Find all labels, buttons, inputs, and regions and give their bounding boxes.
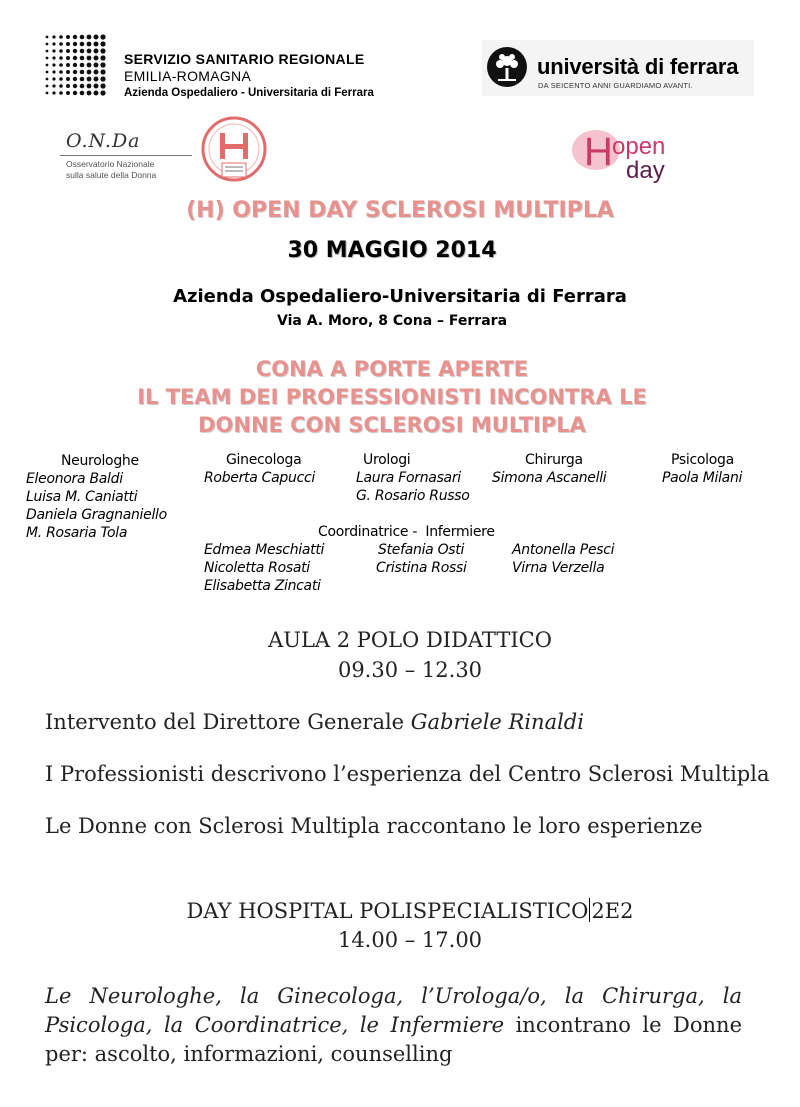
onda-divider <box>60 155 192 156</box>
team-ginecologa <box>204 451 315 487</box>
onda-subtitle-1: Osservatorio Nazionale <box>66 159 155 169</box>
team-member: Cristina Rossi <box>376 560 467 576</box>
ssr-name: SERVIZIO SANITARIO REGIONALE <box>124 51 365 67</box>
tagline-line-1: CONA A PORTE APERTE <box>255 357 529 381</box>
event-title: (H) OPEN DAY SCLEROSI MULTIPLA <box>186 198 614 223</box>
tagline-line-2: IL TEAM DEI PROFESSIONISTI INCONTRA LE <box>137 385 647 409</box>
team-coordinatrice-col1 <box>204 541 324 595</box>
unife-tree-emblem-icon <box>486 46 528 88</box>
morning-time: 09.30 – 12.30 <box>337 658 483 682</box>
team-heading: Ginecologa <box>226 452 302 468</box>
tagline <box>0 355 784 439</box>
team-member: Laura Fornasari <box>356 470 461 486</box>
onda-title: O.N.Da <box>66 130 141 152</box>
team-coordinatrice-heading: Coordinatrice - Infermiere <box>318 524 495 540</box>
ssr-logo-dots-icon <box>44 34 110 100</box>
team-member: Nicoletta Rosati <box>204 560 310 576</box>
team-heading: Chirurga <box>525 452 583 468</box>
unife-name: università di ferrara <box>537 54 739 79</box>
openday-logo-icon <box>568 120 718 184</box>
team-member: Daniela Gragnaniello <box>26 507 167 523</box>
team-neurologhe <box>26 452 167 542</box>
ssr-text-block <box>124 51 374 102</box>
afternoon-description-roles: Le Neurologhe, la Ginecologa, l’Urologa/o, la Chirurga, la Psicologa, la Coordinatrice, le Infermiere <box>45 984 742 1037</box>
ospedale-donna-logo-icon <box>194 115 274 187</box>
unife-logo <box>482 40 754 96</box>
team-psicologa <box>662 451 742 487</box>
team-member: Elisabetta Zincati <box>204 578 321 594</box>
team-member: G. Rosario Russo <box>356 488 470 504</box>
team-member: Eleonora Baldi <box>26 471 123 487</box>
hospital-name: Azienda Ospedaliero-Universitaria di Ferrara <box>173 286 627 307</box>
team-member: Simona Ascanelli <box>492 470 607 486</box>
openday-day: day <box>626 157 665 184</box>
programme-item: Le Donne con Sclerosi Multipla raccontano le loro esperienze <box>45 814 703 838</box>
team-member: Luisa M. Caniatti <box>26 489 138 505</box>
programme-item-text: Intervento del Direttore Generale <box>45 710 411 734</box>
team-coordinatrice-col2 <box>376 541 467 577</box>
onda-logo <box>60 126 192 186</box>
team-chirurga <box>492 451 606 487</box>
team-heading: Psicologa <box>671 452 734 468</box>
team-heading: Urologi <box>363 452 411 468</box>
team-urologi <box>356 451 470 505</box>
afternoon-location <box>0 898 800 923</box>
team-member: Roberta Capucci <box>204 470 315 486</box>
openday-h: H <box>584 130 613 174</box>
afternoon-location-room: 2E2 <box>591 899 634 923</box>
afternoon-description-rest: incontrano le Donne per: ascolto, informazioni, counselling <box>45 1013 743 1066</box>
ssr-region: EMILIA-ROMAGNA <box>124 68 252 84</box>
ssr-azienda: Azienda Ospedaliero - Universitaria di Ferrara <box>124 87 374 99</box>
team-member: M. Rosaria Tola <box>26 525 128 541</box>
team-heading: Neurologhe <box>61 453 139 469</box>
tagline-line-3: DONNE CON SCLEROSI MULTIPLA <box>198 413 586 437</box>
afternoon-description <box>45 982 742 1069</box>
team-member: Paola Milani <box>662 470 743 486</box>
hospital-address: Via A. Moro, 8 Cona – Ferrara <box>276 313 508 329</box>
programme-item-person: Gabriele Rinaldi <box>410 710 584 734</box>
team-member: Antonella Pesci <box>512 542 615 558</box>
programme-item <box>45 710 584 734</box>
event-date: 30 MAGGIO 2014 <box>287 238 497 263</box>
onda-subtitle-2: sulla salute della Donna <box>66 170 157 180</box>
team-member: Stefania Osti <box>378 542 465 558</box>
team-member: Edmea Meschiatti <box>204 542 325 558</box>
afternoon-time: 14.00 – 17.00 <box>337 928 483 952</box>
team-member: Virna Verzella <box>512 560 605 576</box>
programme-item: I Professionisti descrivono l’esperienza del Centro Sclerosi Multipla <box>45 762 770 786</box>
morning-location: AULA 2 POLO DIDATTICO <box>268 628 552 652</box>
openday-open: open <box>612 133 666 160</box>
team-coordinatrice-col3 <box>512 541 614 577</box>
unife-motto: DA SEICENTO ANNI GUARDIAMO AVANTI. <box>538 81 693 90</box>
afternoon-location-main: DAY HOSPITAL POLISPECIALISTICO <box>186 899 589 923</box>
